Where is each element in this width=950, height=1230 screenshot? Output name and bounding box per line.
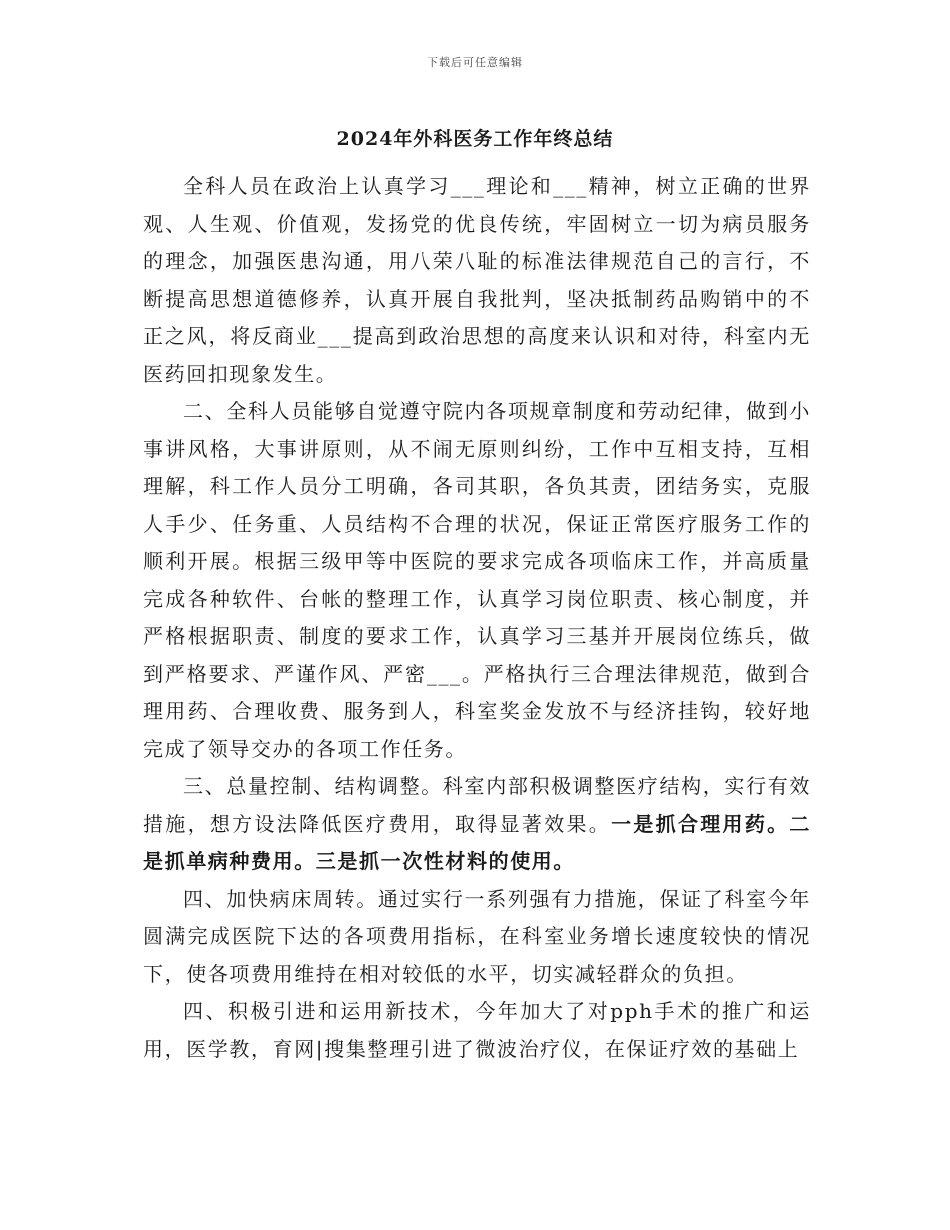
paragraph-4: 四、加快病床周转。通过实行一系列强有力措施，保证了科室今年圆满完成医院下达的各项费用指标，在科室业务增长速度较快的情况下，使各项费用维持在相对较低的水平，切实减轻群众的负担。: [143, 886, 811, 986]
paragraph-5: 四、积极引进和运用新技术，今年加大了对pph手术的推广和运用，医学教，育网|搜集整理引进了微波治疗仪，在保证疗效的基础上: [143, 999, 811, 1061]
document-title: 2024年外科医务工作年终总结: [336, 128, 614, 150]
paragraph-3: [143, 768, 811, 881]
paragraph-1: 全科人员在政治上认真学习___理论和___精神，树立正确的世界观、人生观、价值观，发扬党的优良传统，牢固树立一切为病员服务的理念，加强医患沟通，用八荣八耻的标准法律规范自己的言行，不断提高思想道德修养，认真开展自我批判，坚决抵制药品购销中的不正之风，将反商业___提高到政治思想的高度来认识和对待，科室内无医药回扣现象发生。: [143, 174, 811, 386]
document-body: [143, 168, 811, 1068]
paragraph-2: 二、全科人员能够自觉遵守院内各项规章制度和劳动纪律，做到小事讲风格，大事讲原则，从不闹无原则纠纷，工作中互相支持，互相理解，科工作人员分工明确，各司其职，各负其责，团结务实，克服人手少、任务重、人员结构不合理的状况，保证正常医疗服务工作的顺利开展。根据三级甲等中医院的要求完成各项临床工作，并高质量完成各种软件、台帐的整理工作，认真学习岗位职责、核心制度，并严格根据职责、制度的要求工作，认真学习三基并开展岗位练兵，做到严格要求、严谨作风、严密___。严格执行三合理法律规范，做到合理用药、合理收费、服务到人，科室奖金发放不与经济挂钩，较好地完成了领导交办的各项工作任务。: [143, 399, 811, 761]
page-header-note: 下载后可任意编辑: [427, 56, 523, 69]
paragraph-3-bold-text: 一是抓合理用药。二是抓单病种费用。三是抓一次性材料的使用。: [143, 811, 811, 873]
paragraph-3-text: 三、总量控制、结构调整。科室内部积极调整医疗结构，实行有效措施，想方设法降低医疗费用，取得显著效果。: [143, 774, 811, 836]
